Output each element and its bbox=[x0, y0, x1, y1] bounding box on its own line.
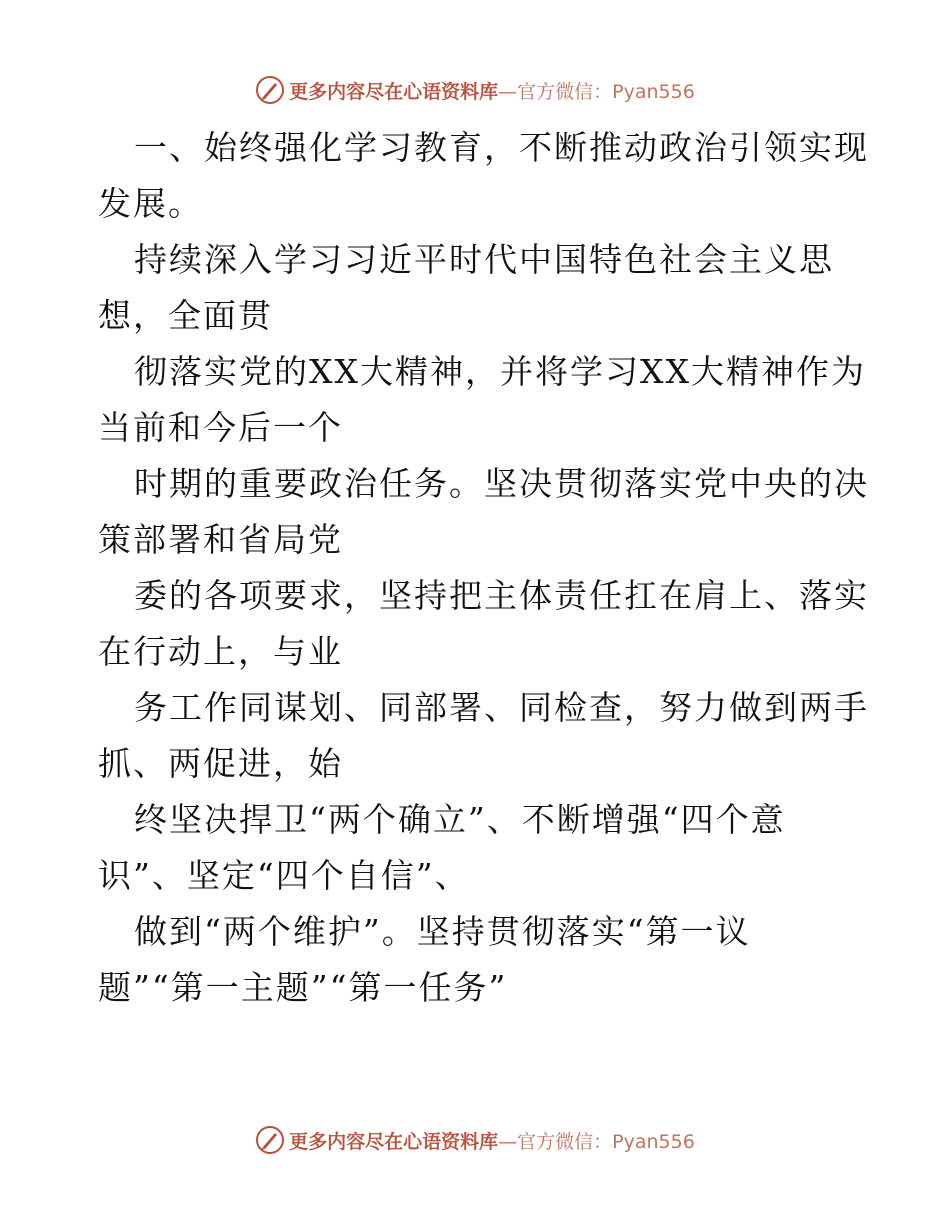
header-banner bbox=[0, 70, 950, 110]
document-body bbox=[98, 120, 869, 1016]
text-line: 彻落实党的XX大精神，并将学习XX大精神作为 bbox=[134, 352, 866, 391]
text-line: 务工作同谋划、同部署、同检查，努力做到两手 bbox=[134, 688, 869, 727]
text-line: 策部署和省局党 bbox=[98, 520, 343, 559]
text-line: 在行动上，与业 bbox=[98, 632, 343, 671]
feather-pen-icon bbox=[255, 1125, 285, 1155]
footer-banner bbox=[0, 1120, 950, 1160]
text-line: 发展。 bbox=[98, 184, 203, 223]
text-line: 想，全面贯 bbox=[98, 296, 273, 335]
text-line: 委的各项要求，坚持把主体责任扛在肩上、落实 bbox=[134, 576, 869, 615]
feather-pen-icon bbox=[255, 75, 285, 105]
text-line: 持续深入学习习近平时代中国特色社会主义思 bbox=[134, 240, 834, 279]
text-line: 抓、两促进，始 bbox=[98, 744, 343, 783]
text-line: 做到“两个维护”。坚持贯彻落实“第一议 bbox=[134, 912, 751, 951]
text-line: 识”、坚定“四个自信”、 bbox=[98, 856, 470, 895]
banner-text: 更多内容尽在心语资料库—官方微信：Pyan556 bbox=[289, 80, 695, 103]
text-line: 当前和今后一个 bbox=[98, 408, 343, 447]
text-line: 一、始终强化学习教育，不断推动政治引领实现 bbox=[134, 128, 869, 167]
text-line: 终坚决捍卫“两个确立”、不断增强“四个意 bbox=[134, 800, 786, 839]
banner-text: 更多内容尽在心语资料库—官方微信：Pyan556 bbox=[289, 1130, 695, 1153]
text-line: 题”“第一主题”“第一任务” bbox=[98, 968, 508, 1007]
text-line: 时期的重要政治任务。坚决贯彻落实党中央的决 bbox=[134, 464, 869, 503]
